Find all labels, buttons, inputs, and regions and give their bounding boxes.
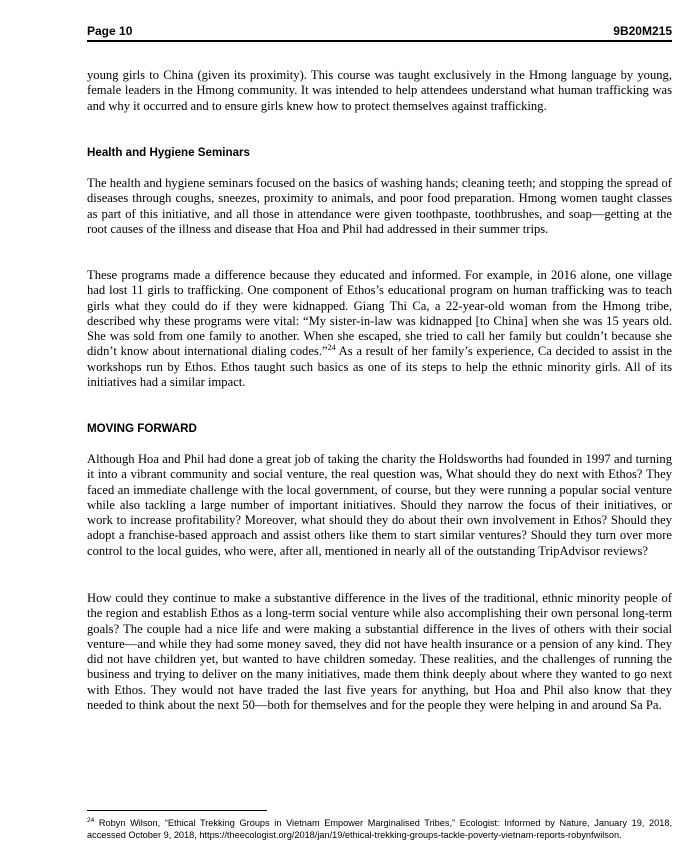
footnote-divider xyxy=(87,810,267,811)
paragraph-trafficking-course: young girls to China (given its proximity). This course was taught exclusively in the Hmong language by young, female leaders in the Hmong community. It was intended to help attendees understand what human trafficking was and why it occurred and to ensure girls knew how to protect themselves against trafficking. xyxy=(87,68,672,113)
case-id: 9B20M215 xyxy=(613,24,672,38)
heading-health-hygiene: Health and Hygiene Seminars xyxy=(87,146,251,159)
heading-moving-forward: MOVING FORWARD xyxy=(87,422,197,435)
paragraph-impact-text-1: These programs made a difference because they educated and informed. For example, in 2016 alone, one village had lost 11 girls to trafficking. One component of Ethos’s educational program on human trafficking was to teach girls what they could do if they were kidnapped. Giang Thi Ca, a 22-year-old woman from the Hmong tribe, described why these programs were vital: “My sister-in-law was kidnapped [to China] when she was 15 years old. She was sold from one family to another. When she escaped, she tried to call her family but couldn’t because she didn’t know about international dialing codes.” xyxy=(87,268,672,359)
footnote-text: Robyn Wilson, “Ethical Trekking Groups in Vietnam Empower Marginalised Tribes,” Ecologist: Informed by Nature, January 19, 2018, accessed October 9, 2018, https://theecologist.org/2018/jan/19/ethical-trekking-groups-tackle-poverty-vietnam-reports-robynfwilson. xyxy=(87,818,672,840)
paragraph-health-seminars: The health and hygiene seminars focused on the basics of washing hands; cleaning teeth; and stopping the spread of diseases through coughs, sneezes, proximity to animals, and poor food preparation. Hmong women taught classes as part of this initiative, and all those in attendance were given toothpaste, toothbrushes, and soap—getting at the root causes of the illness and disease that Hoa and Phil had addressed in their summer trips. xyxy=(87,176,672,236)
page-number: Page 10 xyxy=(87,24,133,38)
footnote xyxy=(87,817,672,841)
paragraph-next-steps: Although Hoa and Phil had done a great job of taking the charity the Holdsworths had founded in 1997 and turning it into a vibrant community and social venture, the real question was, What should they do next with Ethos? They faced an immediate challenge with the local government, of course, but they were running a popular social venture while also tackling a large number of important initiatives. Should they narrow the focus of their initiatives, or work to increase profitability? Moreover, what should they do about their own involvement in Ethos? Should they adopt a franchise-based approach and assist others like them to start similar ventures? Should they turn over more control to the local guides, who were, after all, mentioned in nearly all of the outstanding TripAdvisor reviews? xyxy=(87,452,672,558)
paragraph-impact-text-2: As a result of her family’s experience, Ca decided to assist in the workshops run by Ethos. Ethos taught such basics as one of its steps to help the ethnic minority girls. All of its initiatives had a similar impact. xyxy=(87,344,672,390)
footnote-number: 24 xyxy=(87,816,95,824)
footnote-reference: 24 xyxy=(327,343,336,353)
paragraph-long-term-goals: How could they continue to make a substantive difference in the lives of the traditional, ethnic minority people of the region and establish Ethos as a long-term social venture while also accomplishing their own personal long-term goals? The couple had a nice life and were making a substantial difference in the lives of others with their social venture—and while they had some money saved, they did not have health insurance or a pension of any kind. They did not have children yet, but wanted to have children someday. These realities, and the challenges of running the business and trying to deliver on the many initiatives, made them think deeply about where they wanted to go next with Ethos. They would not have traded the last five years for anything, but Hoa and Phil also know that they needed to think about the next 50—both for themselves and for the people they were helping in and around Sa Pa. xyxy=(87,591,672,713)
paragraph-program-impact xyxy=(87,268,672,390)
page-header xyxy=(87,22,672,42)
